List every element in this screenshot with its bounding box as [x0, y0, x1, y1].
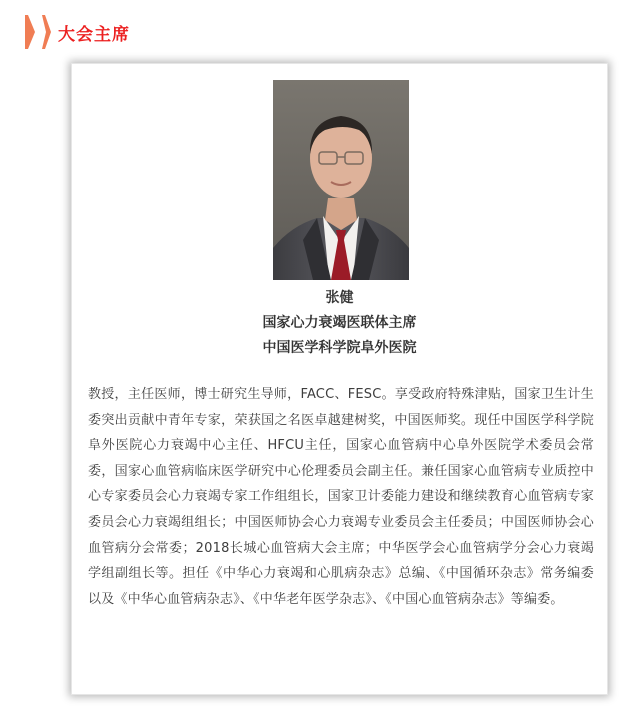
- speaker-portrait-image: [273, 80, 409, 280]
- speaker-bio: 教授，主任医师，博士研究生导师，FACC、FESC。享受政府特殊津贴，国家卫生计生委突出贡献中青年专家，荣获国之名医卓越建树奖，中国医师奖。现任中国医学科学院阜外医院心力衰竭中心主任、HFCU主任，国家心血管病中心阜外医院学术委员会常委，国家心血管病临床医学研究中心伦理委员会副主任。兼任国家心血管病专业质控中心专家委员会心力衰竭专家工作组组长，国家卫计委能力建设和继续教育心血管病专家委员会心力衰竭组组长；中国医师协会心力衰竭专业委员会主任委员；中国医师协会心血管病分会常委；2018长城心血管病大会主席；中华医学会心血管病学分会心力衰竭学组副组长等。担任《中华心力衰竭和心肌病杂志》总编、《中国循环杂志》常务编委以及《中华心血管病杂志》、《中华老年医学杂志》、《中国心血管病杂志》等编委。: [88, 387, 594, 607]
- speaker-info: [72, 286, 607, 361]
- speaker-photo: [273, 80, 409, 280]
- section-header: [24, 14, 130, 50]
- speaker-title-1: 国家心力衰竭医联体主席: [262, 315, 417, 331]
- section-title: 大会主席: [58, 24, 130, 45]
- speaker-title-2: 中国医学科学院阜外医院: [262, 340, 417, 356]
- bracket-icon: [24, 15, 36, 49]
- speaker-name: 张健: [325, 290, 354, 306]
- bracket-icon: [40, 15, 52, 49]
- speaker-card: [72, 64, 607, 694]
